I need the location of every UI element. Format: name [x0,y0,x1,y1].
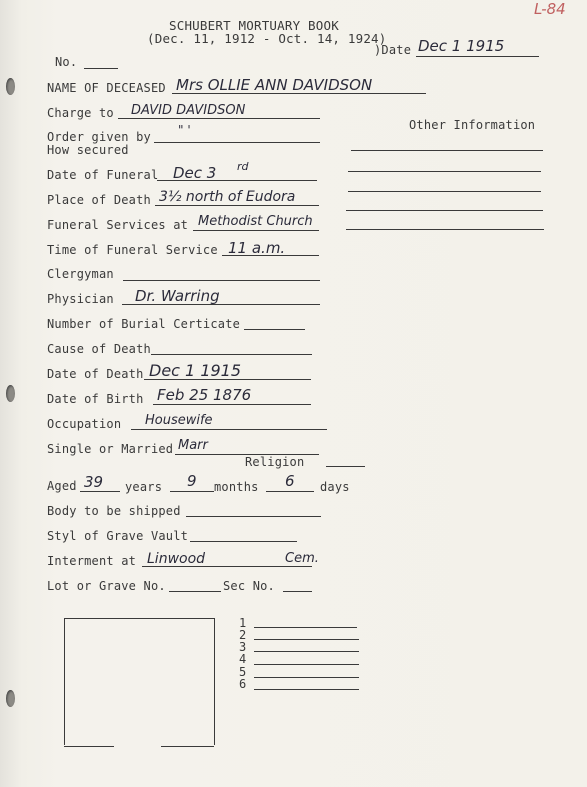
page-number: L-84 [534,0,566,18]
interment-value: Linwood [147,551,206,567]
interment-suffix: Cem. [285,551,319,566]
order-value: " ' [178,123,191,137]
list-line [254,627,357,628]
place-death-line [155,205,319,206]
date-death-value: Dec 1 1915 [149,361,242,380]
date-death-line [144,379,311,380]
aged-days-line [266,491,314,492]
photo-box [64,618,215,745]
funeral-date-suffix: rd [237,160,249,173]
aged-years-line [80,491,120,492]
list-line [254,639,359,640]
clergyman-line [123,280,320,281]
occupation-label: Occupation [47,417,122,431]
grave-vault-line [190,541,297,542]
sec-line [283,591,312,592]
cause-line [151,354,312,355]
date-birth-value: Feb 25 1876 [157,386,252,404]
binder-hole [6,78,15,95]
list-number: 1 [239,616,247,630]
physician-line [122,304,320,305]
date-line [416,56,539,57]
list-number: 5 [239,665,247,679]
date-birth-line [153,404,311,405]
list-line [254,677,359,678]
time-line [222,255,319,256]
place-death-value: 3½ north of Eudora [159,189,296,205]
aged-days-value: 6 [285,472,295,490]
burial-cert-label: Number of Burial Certicate [47,317,241,331]
date-value: Dec 1 1915 [418,37,505,55]
date-label: )Date [374,43,412,57]
single-married-label: Single or Married [47,442,174,456]
how-secured-label: How secured [47,143,129,157]
list-line [254,664,359,665]
funeral-date-line [157,180,317,181]
list-number: 6 [239,677,247,691]
charge-label: Charge to [47,106,114,120]
cause-label: Cause of Death [47,342,151,356]
single-married-value: Marr [178,438,208,453]
name-line [172,93,426,94]
grave-vault-label: Styl of Grave Vault [47,529,189,543]
name-label: NAME OF DECEASED [47,81,166,95]
no-label: No. [55,55,78,69]
book-title: SCHUBERT MORTUARY BOOK [169,18,339,33]
order-line [154,142,320,143]
list-line [254,651,359,652]
time-value: 11 a.m. [228,239,286,257]
burial-cert-line [244,329,305,330]
other-info-line-3 [348,191,541,192]
funeral-date-value: Dec 3 [173,164,217,182]
services-line [193,230,319,231]
aged-years-value: 39 [84,473,104,491]
occupation-line [131,429,327,430]
other-info-label: Other Information [409,118,536,132]
other-info-line-5 [346,229,544,230]
religion-line [326,466,365,467]
body-shipped-label: Body to be shipped [47,504,181,518]
list-number: 4 [239,652,247,666]
binder-hole [6,385,15,402]
no-line [84,68,118,69]
list-number: 2 [239,628,247,642]
other-info-line-2 [348,171,541,172]
interment-label: Interment at [47,554,137,568]
place-death-label: Place of Death [47,193,151,207]
lot-label: Lot or Grave No. [47,579,166,593]
name-value: Mrs OLLIE ANN DAVIDSON [176,76,373,94]
physician-label: Physician [47,292,114,306]
interment-line [142,566,312,567]
religion-label: Religion [245,455,305,469]
charge-value: DAVID DAVIDSON [131,103,246,118]
services-label: Funeral Services at [47,218,189,232]
aged-label: Aged [47,479,77,493]
charge-line [118,118,320,119]
funeral-date-label: Date of Funeral [47,168,159,182]
photo-box-bottom-right [161,746,214,747]
days-label: days [320,480,350,494]
physician-value: Dr. Warring [135,287,220,305]
date-death-label: Date of Death [47,367,144,381]
sec-label: Sec No. [223,579,275,593]
list-number: 3 [239,640,247,654]
photo-box-bottom-left [64,746,114,747]
order-label: Order given by [47,130,151,144]
aged-months-value: 9 [187,472,197,490]
months-label: months [214,480,259,494]
book-date-range: (Dec. 11, 1912 - Oct. 14, 1924) [147,31,387,46]
time-label: Time of Funeral Service [47,243,218,257]
other-info-line-1 [351,150,543,151]
occupation-value: Housewife [145,413,213,428]
clergyman-label: Clergyman [47,267,114,281]
aged-months-line [170,491,214,492]
date-birth-label: Date of Birth [47,392,144,406]
body-shipped-line [186,516,321,517]
list-line [254,689,359,690]
years-label: years [125,480,163,494]
other-info-line-4 [346,210,543,211]
lot-line [169,591,221,592]
services-value: Methodist Church [198,214,313,229]
binder-hole [6,690,15,707]
